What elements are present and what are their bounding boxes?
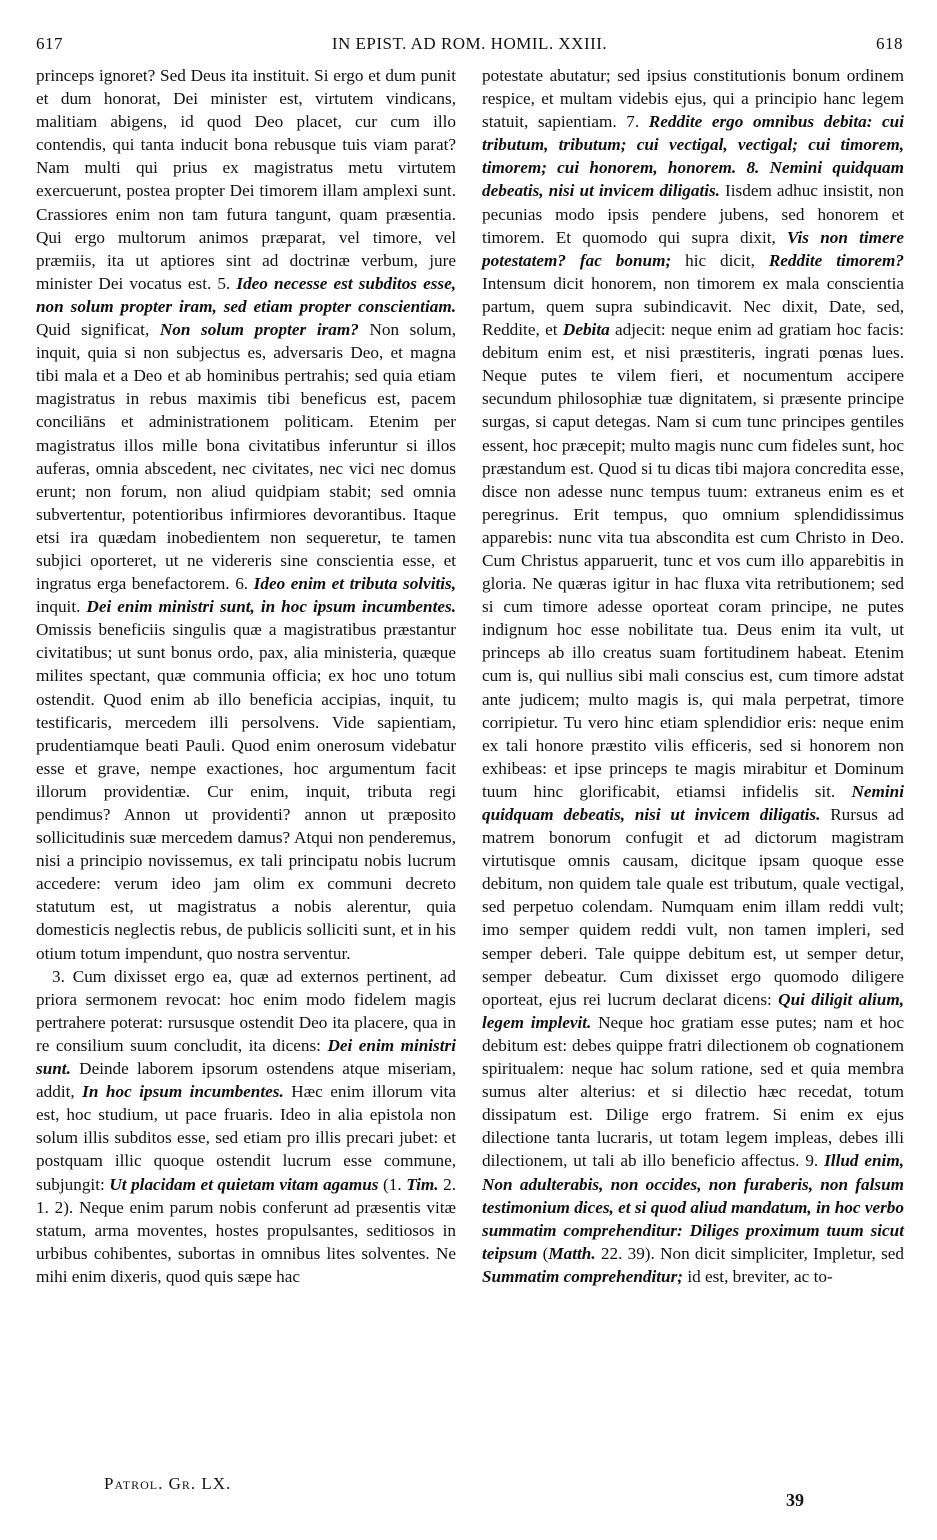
text-run: potestate abutatur; sed ipsius constitutionis bonum ordinem respice, et multam videbis ejus, qui a principio hanc legem statuit, sapientiam. 7. — [482, 66, 904, 132]
text-run: Non solum, inquit, quia si non subjectus es, adversaris Deo, et magna tibi mala et a Deo et ab hominibus pertrahis; sed quia etiam magistratus in rebus maximis tibi beneficus est, pacem conciliāns et administrationem politicam. Etenim per magistratus illos mille bona civitatibus inferuntur si illos auferas, omnia abscedent, nec civitates, nec vici nec domus erunt; non forum, non aliud quidpiam stabit; sed omnia subvertentur, potentioribus infirmiores devorantibus. Itaque etsi ira quædam inobedientem non sequeretur, te tamen subjici oporteret, ut ne videreris sine conscientia esse, et ingratus erga benefactorem. 6. — [36, 320, 456, 594]
text-run: Rursus ad matrem bonorum confugit et ad dictorum magistram virtutisque omnis causam, dicitque ipsam quoque esse debitum, non quidem tale quale est tributum, quale vectigal, sed perpetuo colendam. Numquam enim illam reddi vult; imo semper quidem reddi vult, non tamen impleri, sed semper deberi. Tale quippe debitum est, ut semper detur, semper debeatur. Cum dixisset ergo quomodo diligere oporteat, ejus rei lucrum declarat dicens: — [482, 805, 904, 1009]
text-run: Iisdem adhuc insistit, non pecunias modo ipsis pendere jubens, sed honorem et timorem. Et quomodo qui supra dixit, — [482, 181, 904, 247]
printer-signature: Patrol. Gr. LX. — [104, 1474, 232, 1493]
text-run: Intensum dicit honorem, non timorem ex mala conscientia partum, quem supra subindicavit. Nec dixit, Date, sed, Reddite, et — [482, 273, 904, 340]
page-number-left: 617 — [36, 34, 63, 53]
text-run: 2. 1. 2). Neque enim parum nobis conferunt ad præsentis vitæ statum, arma moventes, hostes propulsantes, seditiosos in urbibus cohibentes, subortas in omnibus lites solventes. Ne mihi enim dixeris, quod quis sæpe hac — [36, 1174, 456, 1286]
italic-run: Ideo necesse est subditos esse, non solum propter iram, sed etiam propter conscientiam. — [36, 273, 456, 316]
italic-run: Nemini quidquam debeatis, nisi ut invicem diligatis. — [482, 781, 904, 824]
text-run: Quid significat, — [36, 320, 160, 340]
right-column — [482, 64, 904, 1288]
text-run: adjecit: neque enim ad gratiam hoc facis: debitum enim est, et nisi præstiteris, ingrati pœnas lues. Neque putes te vilem fieri, et nocumentum accipere secundum philosophiæ tuæ dignitatem, si præsente principe surgas, si caput detegas. Nam si cum tunc principes gentiles essent, hoc præcepit; multo magis nunc cum fideles sunt, hoc præstandum est. Quod si tu dicas tibi majora concredita esse, disce non adesse nunc tempus tuum: extraneus enim es et peregrinus. Erit tempus, quo omnium splendidissimus apparebis: nunc vita tua abscondita est cum Christo in Deo. Cum Christus apparuerit, tunc et vos cum illo apparebitis in gloria. Ne quæras igitur in hac fluxa vita retributionem; sed si cum timore adesse oporteat coram principe, ne putes indignum hoc esse nobilitate tua. Deus enim ita vult, ut princeps ab illo creatus suam fortitudinem habeat. Etenim cum is, qui nullius sibi mali conscius est, cum timore adstat ante judicem; multo magis is, qui mala perpetrat, timore corripietur. Tu vero hinc etiam splendidior eris: neque enim ex tali honore præstito vilis efficeris, sed si honorem non exhibeas: et ipse princeps te magis mirabitur et Dominum tuum hinc glorificabit, etiamsi infidelis sit. — [482, 320, 904, 801]
text-run: 3. Cum dixisset ergo ea, quæ ad externos pertinent, ad priora sermonem revocat: hoc enim modo fidelem magis pertrahere poterat: rursusque ostendit Deo ita placere, qua in re consilium suum concludit, ita dicens: — [36, 966, 456, 1055]
text-run: Omissis beneficiis singulis quæ a magistratibus præstantur civitatibus; ut sunt bonus ordo, pax, alia ministeria, quæque milites spectant, quæ communia officia; ex hoc uno totum ostendit. Quod enim ab illo beneficia accipias, inquit, tu testificaris, mercedem illi persolvens. Vide sapientiam, prudentiamque beati Pauli. Quod enim onerosum videbatur esse et grave, nempe exactiones, hoc argumentum facit illorum providentiæ. Cur enim, inquit, tributa regi pendimus? Annon ut providenti? annon ut præposito sollicitudinis suæ mercedem damus? Atqui non penderemus, nisi a principio novissemus, ex tali principatu nobis lucrum accedere: verum ideo jam olim ex communi decreto statutum est, ut magistratus a nobis alerentur, quia domesticis neglectis rebus, de publicis solliciti sunt, et in his otium totum impendunt, quo nostra serventur. — [36, 620, 456, 963]
text-run: 22. 39). Non dicit simpliciter, Impletur, sed — [595, 1243, 904, 1263]
italic-run: Tim. — [406, 1174, 439, 1194]
italic-run: Vis non timere potestatem? fac bonum; — [482, 227, 904, 270]
italic-run: Summatim comprehenditur; — [482, 1266, 684, 1286]
text-run: id est, breviter, ac to- — [683, 1266, 833, 1286]
text-run: (1. — [378, 1174, 407, 1194]
italic-run: Reddite timorem? — [768, 250, 904, 270]
text-run: inquit. — [36, 597, 87, 617]
italic-run: Ut placidam et quietam vitam agamus — [109, 1174, 379, 1194]
left-paragraph-1 — [36, 64, 456, 965]
text-run: Hæc enim illorum vita est, hoc studium, ut pace fruaris. Ideo in alia epistola non solum illis subditos esse, sed etiam pro illis precari jubet: et postquam illic quoque ostendit lucrum esse commune, subjungit: — [36, 1082, 456, 1194]
right-paragraph-1 — [482, 64, 904, 1288]
text-run: Neque hoc gratiam esse putes; nam et hoc debitum est: debes quippe fratri dilectionem ob cognationem spiritualem: neque hac solum ratione, sed et quia membra sumus alter alterius: et si dilectio hæc recedat, totum dissipatum est. Dilige ergo fratrem. Si enim ex ejus dilectione tanta lucraris, ut totam legem impleas, debes illi dilectionem, ut tali ab illo beneficio affectus. 9. — [482, 1012, 904, 1171]
italic-run: Matth. — [548, 1243, 596, 1263]
sheet-number: 39 — [786, 1490, 804, 1510]
running-title: IN EPIST. AD ROM. HOMIL. XXIII. — [331, 34, 608, 53]
italic-run: Debita — [562, 320, 610, 340]
text-run: ( — [537, 1243, 549, 1263]
text-run: princeps ignoret? Sed Deus ita instituit. Si ergo et dum punit et dum honorat, Dei minister est, virtutem vindicans, malitiam abigens, id quod Deo placet, cur cum illo contendis, qui tanta inducit bona rebusque tuis viam parat? Nam multi qui prius ex magistratus metu virtutem exercuerunt, postea propter Dei timorem illam amplexi sunt. Crassiores enim non tam futura tangunt, quam præsentia. Qui ergo multorum animos præparat, vel timore, vel præmiis, ita ut aptiores sint ad doctrinæ verbum, jure minister Dei vocatus est. 5. — [36, 66, 456, 293]
italic-run: Qui diligit alium, legem implevit. — [482, 989, 904, 1032]
left-column — [36, 64, 456, 1288]
italic-run: Dei enim ministri sunt, in hoc ipsum incumbentes. — [86, 597, 456, 617]
italic-run: Non solum propter iram? — [159, 320, 359, 340]
running-header — [36, 34, 903, 60]
italic-run: Illud enim, Non adulterabis, non occides, non furaberis, non falsum testimonium dices, et si quod aliud mandatum, in hoc verbo summatim comprehenditur: Diliges proximum tuum sicut teipsum — [482, 1151, 905, 1263]
italic-run: Ideo enim et tributa solvitis, — [253, 574, 456, 594]
text-run: Deinde laborem ipsorum ostendens atque miseriam, addit, — [36, 1059, 456, 1102]
text-run: hic dicit, — [671, 250, 769, 270]
italic-run: Dei enim ministri sunt. — [36, 1035, 456, 1079]
italic-run: In hoc ipsum incumbentes. — [82, 1082, 284, 1102]
left-paragraph-2 — [36, 965, 456, 1288]
page-number-right: 618 — [876, 34, 903, 53]
italic-run: Reddite ergo omnibus debita: cui tributum, tributum; cui vectigal, vectigal; cui timorem, timorem; cui honorem, honorem. 8. Nemini quidquam debeatis, nisi ut invicem diligatis. — [482, 112, 904, 201]
